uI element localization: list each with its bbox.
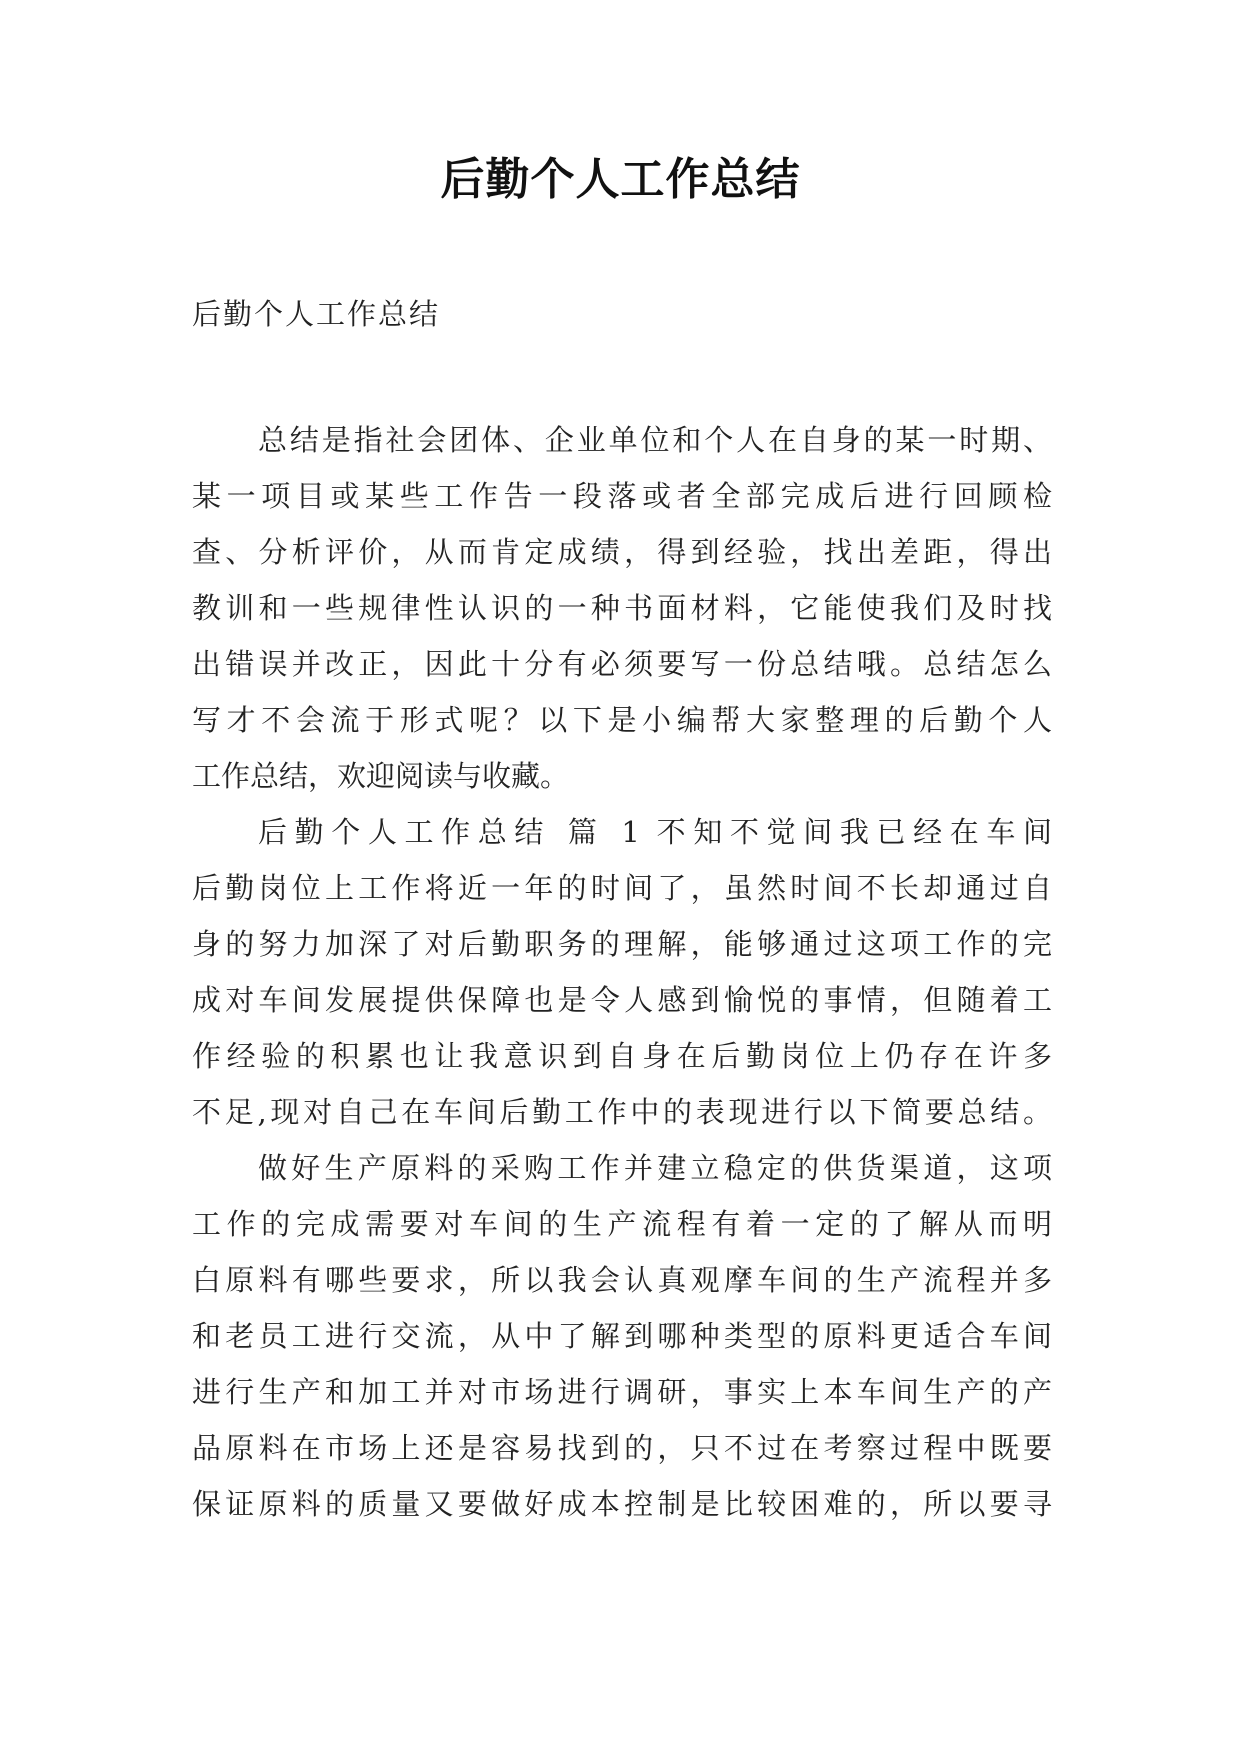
paragraph-line: 某一项目或某些工作告一段落或者全部完成后进行回顾检 xyxy=(192,479,1052,513)
paragraph-line: 和老员工进行交流，从中了解到哪种类型的原料更适合车间 xyxy=(192,1319,1052,1353)
paragraph-line: 教训和一些规律性认识的一种书面材料，它能使我们及时找 xyxy=(192,591,1052,625)
paragraph-line: 工作的完成需要对车间的生产流程有着一定的了解从而明 xyxy=(192,1207,1052,1241)
paragraph-line: 总结是指社会团体、企业单位和个人在自身的某一时期、 xyxy=(258,423,1052,457)
paragraph-line: 出错误并改正，因此十分有必须要写一份总结哦。总结怎么 xyxy=(192,647,1052,681)
page-title: 后勤个人工作总结 xyxy=(440,154,801,205)
paragraph-line: 保证原料的质量又要做好成本控制是比较困难的，所以要寻 xyxy=(192,1487,1052,1521)
paragraph-line: 白原料有哪些要求，所以我会认真观摩车间的生产流程并多 xyxy=(192,1263,1052,1297)
paragraph-line: 做好生产原料的采购工作并建立稳定的供货渠道，这项 xyxy=(258,1151,1052,1185)
paragraph-line: 后勤岗位上工作将近一年的时间了，虽然时间不长却通过自 xyxy=(192,871,1052,905)
document-subtitle: 后勤个人工作总结 xyxy=(192,297,441,331)
paragraph-line: 身的努力加深了对后勤职务的理解，能够通过这项工作的完 xyxy=(192,927,1052,961)
paragraph-line: 作经验的积累也让我意识到自身在后勤岗位上仍存在许多 xyxy=(192,1039,1052,1073)
paragraph-line: 进行生产和加工并对市场进行调研，事实上本车间生产的产 xyxy=(192,1375,1052,1409)
paragraph-line: 品原料在市场上还是容易找到的，只不过在考察过程中既要 xyxy=(192,1431,1052,1465)
paragraph-line: 查、分析评价，从而肯定成绩，得到经验，找出差距，得出 xyxy=(192,535,1052,569)
document-body xyxy=(192,412,1052,1532)
paragraph-line: 后勤个人工作总结 篇 1 不知不觉间我已经在车间 xyxy=(258,815,1052,849)
paragraph-line: 不足,现对自己在车间后勤工作中的表现进行以下简要总结。 xyxy=(192,1095,1052,1129)
paragraph-line: 成对车间发展提供保障也是令人感到愉悦的事情，但随着工 xyxy=(192,983,1052,1017)
paragraph-line: 写才不会流于形式呢？以下是小编帮大家整理的后勤个人 xyxy=(192,703,1052,737)
paragraph-line: 工作总结，欢迎阅读与收藏。 xyxy=(192,759,570,793)
